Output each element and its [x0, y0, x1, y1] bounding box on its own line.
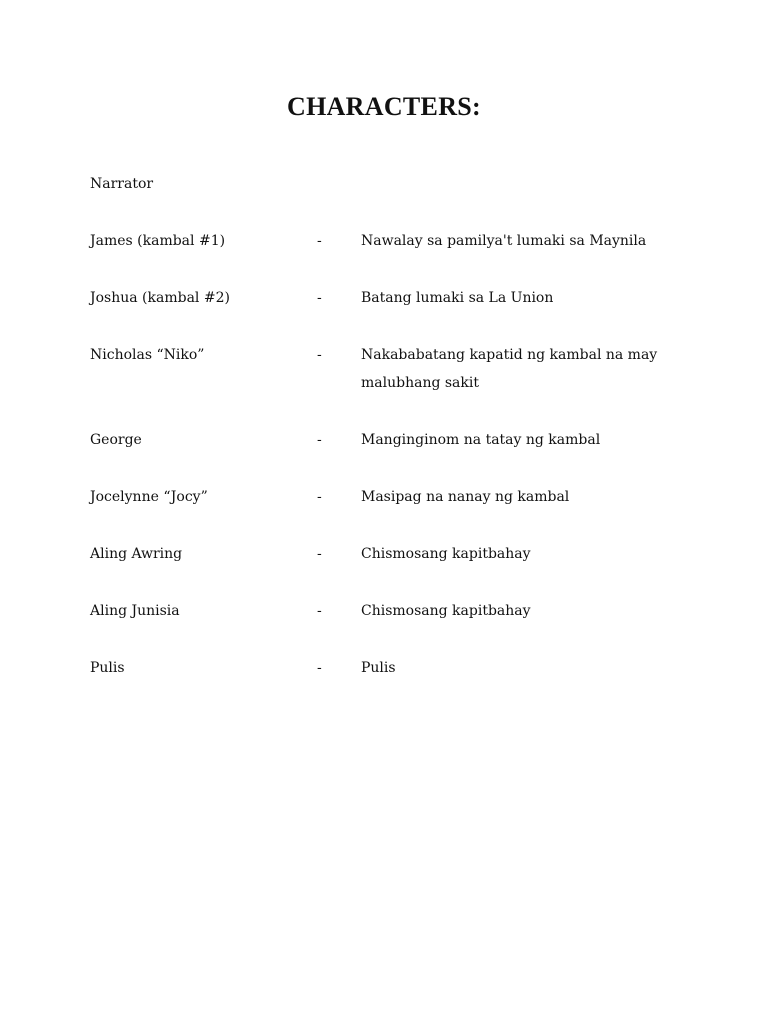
character-description: Chismosang kapitbahay — [361, 603, 531, 619]
narrator-row — [90, 170, 710, 198]
character-row — [90, 483, 710, 511]
separator-dash: - — [317, 290, 322, 306]
character-row — [90, 654, 710, 682]
separator-dash: - — [317, 660, 322, 676]
character-name: Pulis — [90, 660, 125, 676]
character-name: Joshua (kambal #2) — [90, 290, 230, 306]
separator-dash: - — [317, 432, 322, 448]
character-description: Chismosang kapitbahay — [361, 546, 531, 562]
character-name: Jocelynne “Jocy” — [90, 489, 208, 505]
narrator-label: Narrator — [90, 176, 154, 192]
character-name: Aling Awring — [90, 546, 183, 562]
character-row — [90, 284, 710, 312]
character-row — [90, 597, 710, 625]
character-row — [90, 341, 710, 397]
character-name: James (kambal #1) — [90, 233, 226, 249]
character-description: Nawalay sa pamilya't lumaki sa Maynila — [361, 233, 647, 249]
character-description: Nakababatang kapatid ng kambal na may malubhang sakit — [361, 347, 658, 391]
separator-dash: - — [317, 546, 322, 562]
page-title: CHARACTERS: — [287, 92, 481, 121]
separator-dash: - — [317, 233, 322, 249]
character-name: Nicholas “Niko” — [90, 347, 205, 363]
character-row — [90, 227, 710, 255]
character-row — [90, 426, 710, 454]
character-description: Batang lumaki sa La Union — [361, 290, 554, 306]
separator-dash: - — [317, 603, 322, 619]
character-description: Pulis — [361, 660, 396, 676]
character-row — [90, 540, 710, 568]
cast-list — [90, 170, 710, 711]
separator-dash: - — [317, 489, 322, 505]
character-description: Manginginom na tatay ng kambal — [361, 432, 601, 448]
character-name: Aling Junisia — [90, 603, 180, 619]
character-name: George — [90, 432, 142, 448]
character-description: Masipag na nanay ng kambal — [361, 489, 570, 505]
separator-dash: - — [317, 347, 322, 363]
